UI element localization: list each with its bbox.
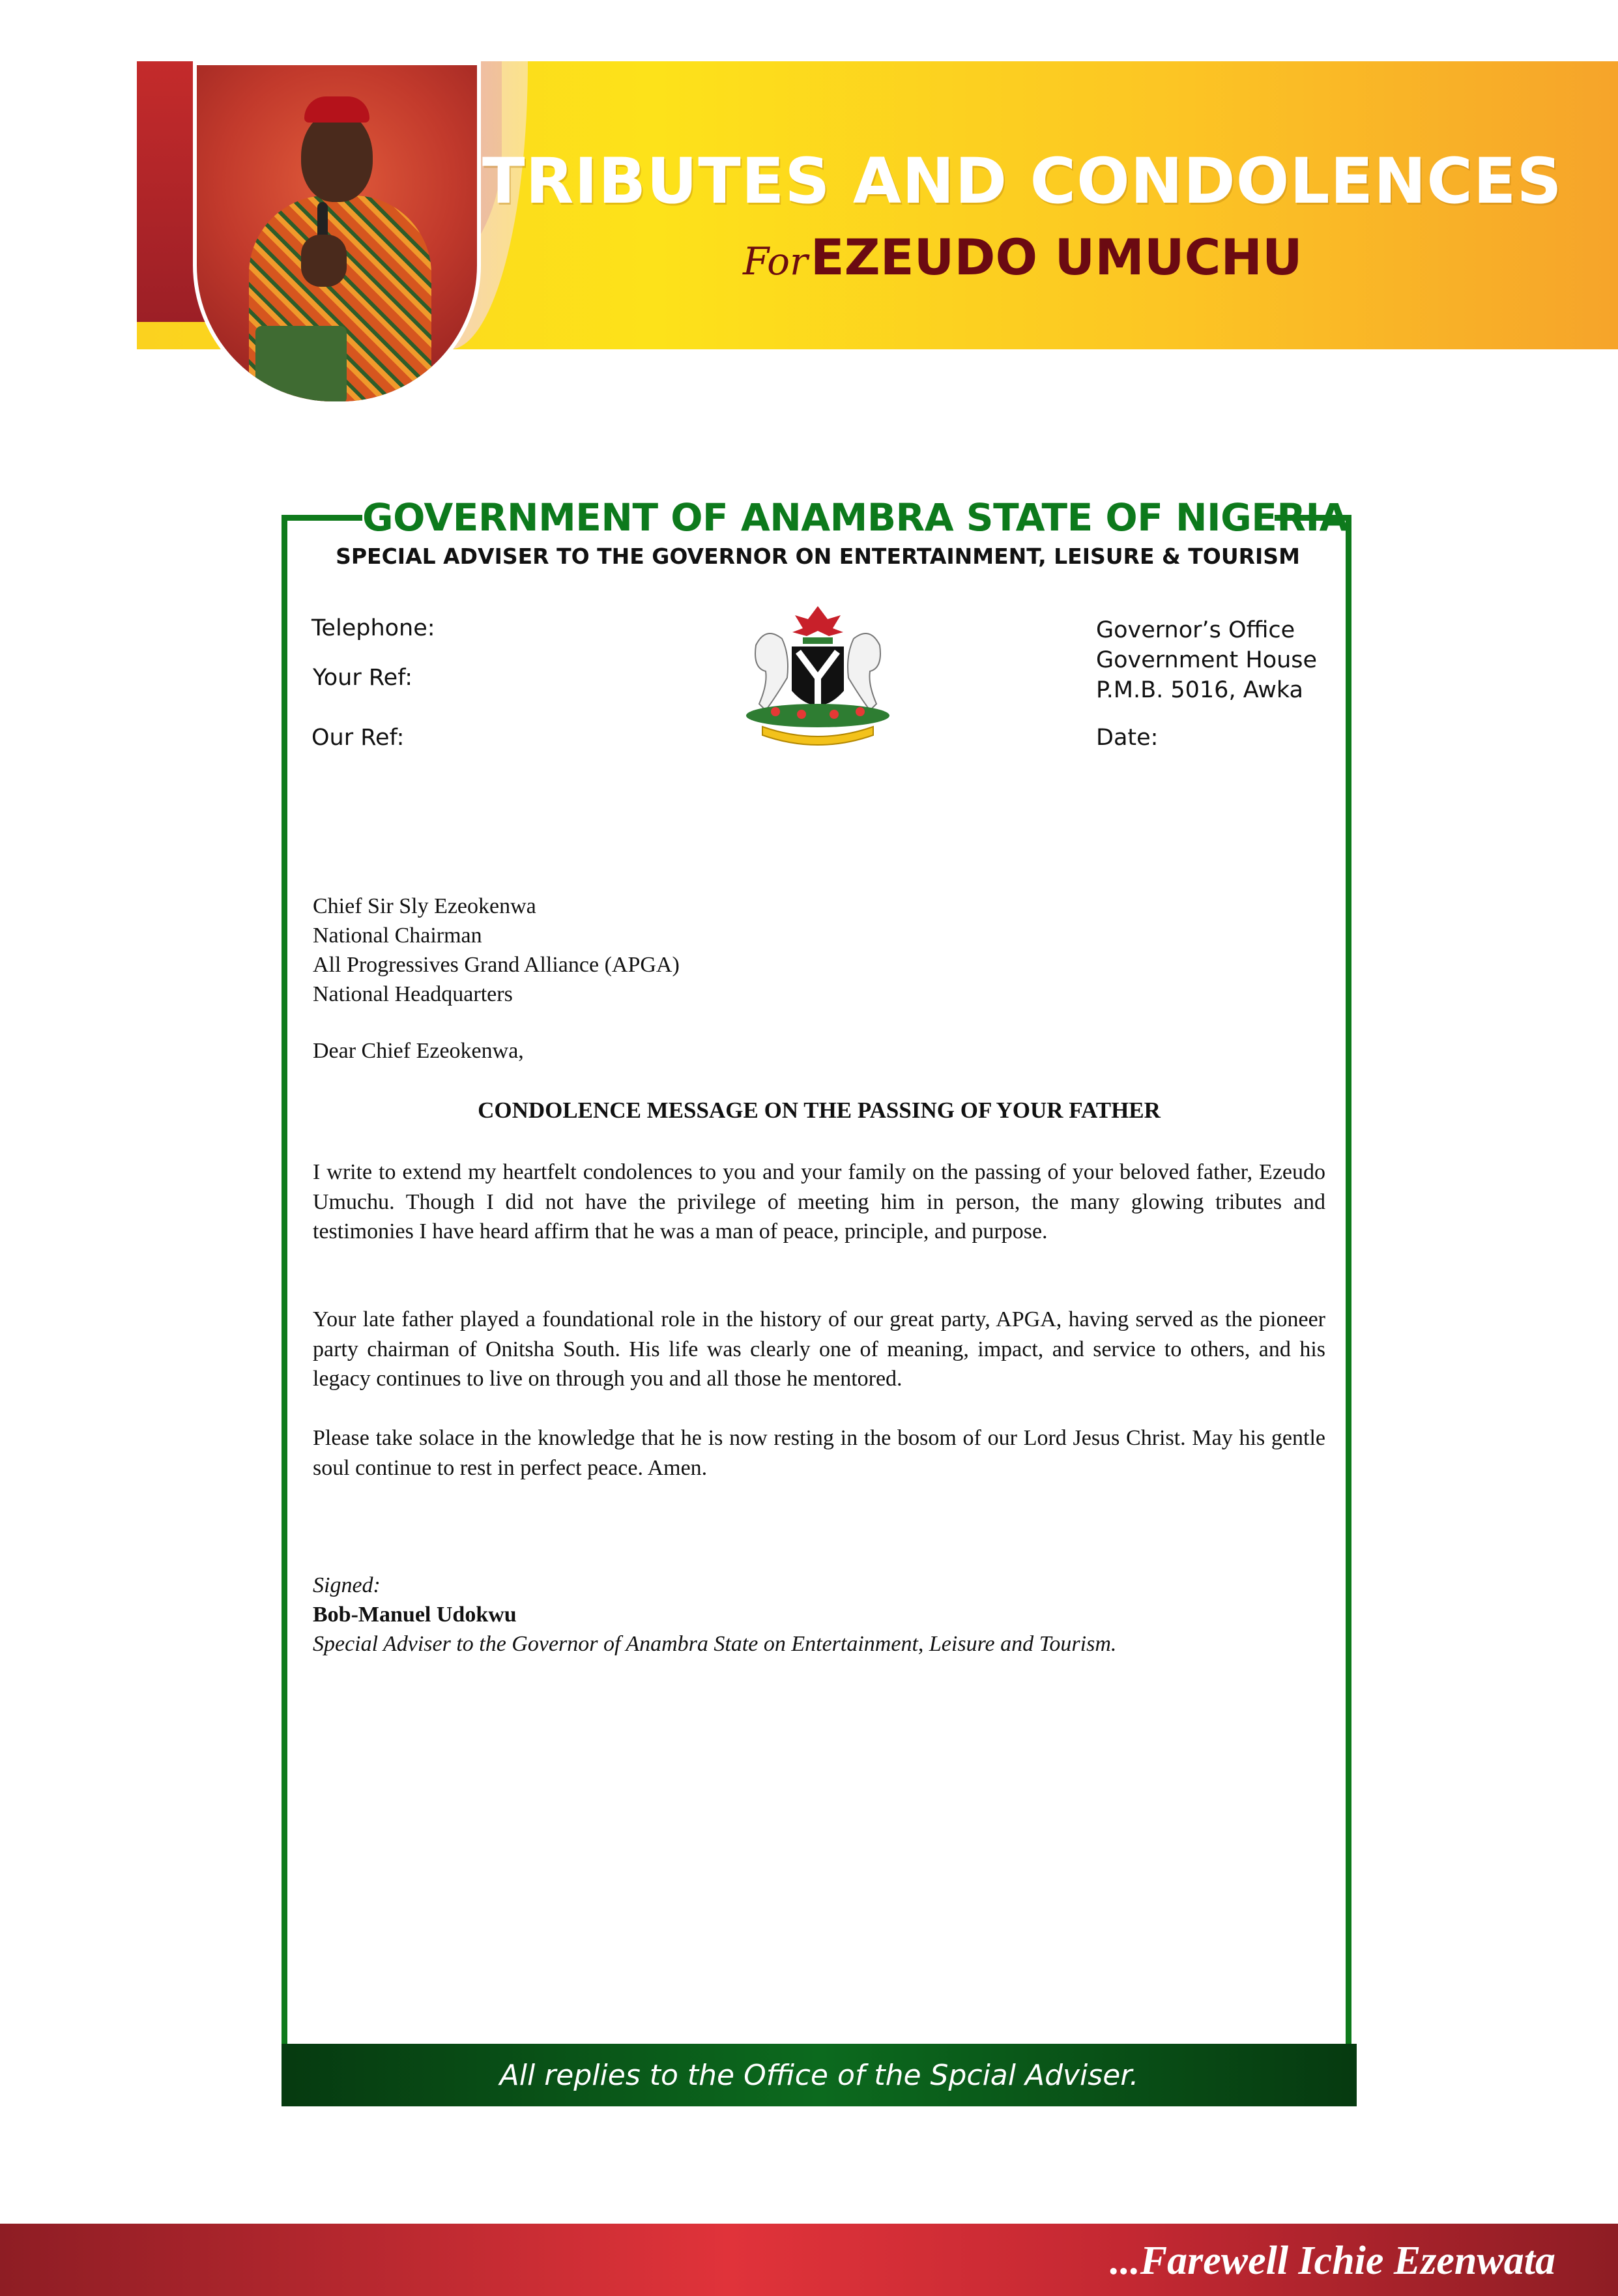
signed-label: Signed:	[313, 1573, 381, 1597]
paragraph-3: Please take solace in the knowledge that he is now resting in the bosom of our Lord Jesus Christ. May his gentle soul continue to rest in perfect peace. Amen.	[313, 1426, 1325, 1480]
banner-for-label: For	[743, 239, 808, 283]
your-ref-label: Your Ref:	[313, 665, 412, 691]
footer-text: ...Farewell Ichie Ezenwata	[1110, 2239, 1555, 2283]
recipient-block	[313, 892, 680, 1009]
signatory-role: Special Adviser to the Governor of Anambra State on Entertainment, Leisure and Tourism.	[313, 1632, 1117, 1656]
footer-bar	[0, 2224, 1618, 2296]
salutation: Dear Chief Ezeokenwa,	[313, 1039, 524, 1063]
reply-note-bar	[282, 2044, 1357, 2106]
address-line-3: P.M.B. 5016, Awka	[1096, 677, 1303, 703]
letter-subject: CONDOLENCE MESSAGE ON THE PASSING OF YOUR FATHER	[478, 1097, 1161, 1123]
government-title: GOVERNMENT OF ANAMBRA STATE OF NIGERIA	[362, 495, 1348, 540]
office-title: SPECIAL ADVISER TO THE GOVERNOR ON ENTERTAINMENT, LEISURE & TOURISM	[336, 544, 1300, 569]
recipient-line-3: All Progressives Grand Alliance (APGA)	[313, 953, 680, 977]
address-block	[1096, 615, 1317, 705]
signatory-name: Bob-Manuel Udokwu	[313, 1603, 517, 1627]
telephone-label: Telephone:	[311, 615, 435, 641]
paragraph-2: Your late father played a foundational role in the history of our great party, APGA, having served as the pioneer party chairman of Onitsha South. His life was clearly one of meaning, impact, and service to others, and his legacy continues to live on through you and all those he mentored.	[313, 1307, 1325, 1391]
banner-title: TRIBUTES AND CONDOLENCES	[482, 145, 1563, 218]
portrait-photo	[193, 61, 481, 405]
date-label: Date:	[1096, 725, 1159, 751]
coat-of-arms-icon	[730, 600, 906, 749]
paragraph-1: I write to extend my heartfelt condolences to you and your family on the passing of your beloved father, Ezeudo Umuchu. Though I did not have the privilege of meeting him in person, the many glowing tributes and testimonies I have heard affirm that he was a man of peace, principle, and purpose.	[313, 1160, 1325, 1243]
recipient-line-1: Chief Sir Sly Ezeokenwa	[313, 894, 536, 918]
banner-subtitle	[743, 228, 1303, 286]
address-line-1: Governor’s Office	[1096, 617, 1295, 643]
address-line-2: Government House	[1096, 647, 1318, 673]
banner-name: EZEUDO UMUCHU	[810, 228, 1303, 286]
recipient-line-4: National Headquarters	[313, 982, 513, 1006]
reply-note: All replies to the Office of the Spcial Adviser.	[499, 2058, 1139, 2092]
recipient-line-2: National Chairman	[313, 923, 482, 948]
our-ref-label: Our Ref:	[311, 725, 405, 751]
